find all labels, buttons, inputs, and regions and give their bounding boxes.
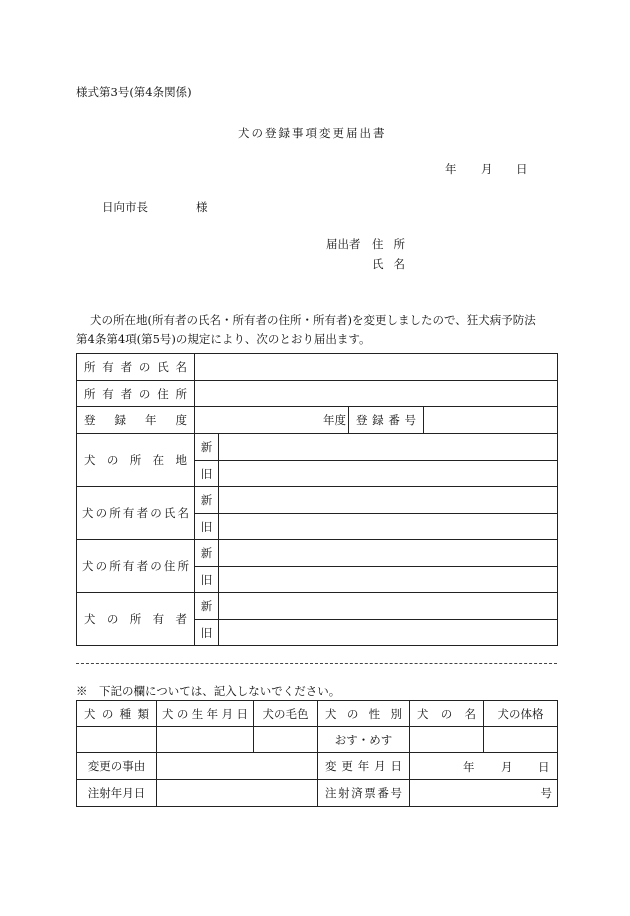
dog-owner-new-field[interactable] <box>219 593 558 620</box>
injection-date-field[interactable] <box>157 780 318 807</box>
dog-name-field[interactable] <box>410 727 484 753</box>
dog-owner-label: 犬 の 所 有 者 <box>77 593 195 646</box>
registration-year-label: 登 録 年 度 <box>77 407 195 434</box>
dog-owner-address-new-label: 新 <box>195 540 219 567</box>
injection-cert-label: 注 射 済 票 番 号 <box>318 780 410 807</box>
year-suffix: 年度 <box>323 413 346 427</box>
intro-line-2: 第4条第4項(第5号)の規定により、次のとおり届出ます。 <box>76 332 371 346</box>
dog-owner-address-old-field[interactable] <box>219 567 558 593</box>
cut-line-divider <box>76 663 557 664</box>
dog-location-new-label: 新 <box>195 434 219 461</box>
honorific: 様 <box>196 200 208 214</box>
form-title: 犬の登録事項変更届出書 <box>238 126 387 140</box>
registration-number-field[interactable] <box>424 407 558 434</box>
dog-owner-name-old-label: 旧 <box>195 514 219 540</box>
injection-date-label: 注射年月日 <box>77 780 157 807</box>
header-dog-size: 犬の体格 <box>484 701 558 727</box>
addressee: 日向市長 <box>102 200 148 214</box>
header-dog-color: 犬の毛色 <box>254 701 318 727</box>
change-date-year: 年 <box>463 760 475 774</box>
dog-owner-old-label: 旧 <box>195 620 219 646</box>
office-use-note: ※ 下記の欄については、記入しないでください。 <box>76 684 341 698</box>
dog-size-field[interactable] <box>484 727 558 753</box>
change-date-month: 月 <box>501 760 513 774</box>
name-label: 氏名 <box>372 257 415 271</box>
dog-location-old-label: 旧 <box>195 461 219 487</box>
date-year-label: 年 <box>445 162 457 176</box>
dog-owner-new-label: 新 <box>195 593 219 620</box>
dog-owner-old-field[interactable] <box>219 620 558 646</box>
date-month-label: 月 <box>481 162 493 176</box>
applicant-label: 届出者 <box>326 237 361 251</box>
number-suffix: 号 <box>540 786 552 800</box>
change-date-field[interactable] <box>410 753 558 780</box>
registration-number-label: 登 録 番 号 <box>349 407 424 434</box>
address-label: 住所 <box>372 237 415 251</box>
dog-owner-name-new-label: 新 <box>195 487 219 514</box>
dog-birthdate-field[interactable] <box>157 727 254 753</box>
dog-owner-name-old-field[interactable] <box>219 514 558 540</box>
dog-owner-address-old-label: 旧 <box>195 567 219 593</box>
header-dog-sex: 犬 の 性 別 <box>318 701 410 727</box>
header-dog-type: 犬 の 種 類 <box>77 701 157 727</box>
dog-owner-address-label: 犬 の 所 有 者 の 住 所 <box>77 540 195 593</box>
dog-owner-address-new-field[interactable] <box>219 540 558 567</box>
main-table <box>76 353 558 646</box>
dog-owner-name-new-field[interactable] <box>219 487 558 514</box>
dog-type-field[interactable] <box>77 727 157 753</box>
dog-color-field[interactable] <box>254 727 318 753</box>
dog-location-label: 犬 の 所 在 地 <box>77 434 195 487</box>
header-dog-birthdate: 犬 の 生 年 月 日 <box>157 701 254 727</box>
owner-address-label: 所 有 者 の 住 所 <box>77 381 195 407</box>
office-use-table <box>76 700 558 807</box>
dog-location-new-field[interactable] <box>219 434 558 461</box>
dog-location-old-field[interactable] <box>219 461 558 487</box>
change-reason-field[interactable] <box>157 753 318 780</box>
form-number: 様式第3号(第4条関係) <box>76 85 192 99</box>
change-date-label: 変 更 年 月 日 <box>318 753 410 780</box>
change-date-day: 日 <box>538 760 550 774</box>
owner-name-field[interactable] <box>195 354 558 381</box>
dog-owner-name-label: 犬 の 所 有 者 の 氏 名 <box>77 487 195 540</box>
change-reason-label: 変更の事由 <box>77 753 157 780</box>
intro-line-1: 犬の所在地(所有者の氏名・所有者の住所・所有者)を変更しましたので、狂犬病予防法 <box>90 313 536 327</box>
owner-address-field[interactable] <box>195 381 558 407</box>
injection-cert-field[interactable] <box>410 780 558 807</box>
date-day-label: 日 <box>516 162 528 176</box>
registration-year-field[interactable] <box>195 407 349 434</box>
header-dog-name: 犬 の 名 <box>410 701 484 727</box>
dog-sex-options[interactable]: おす・めす <box>318 727 410 753</box>
owner-name-label: 所 有 者 の 氏 名 <box>77 354 195 381</box>
